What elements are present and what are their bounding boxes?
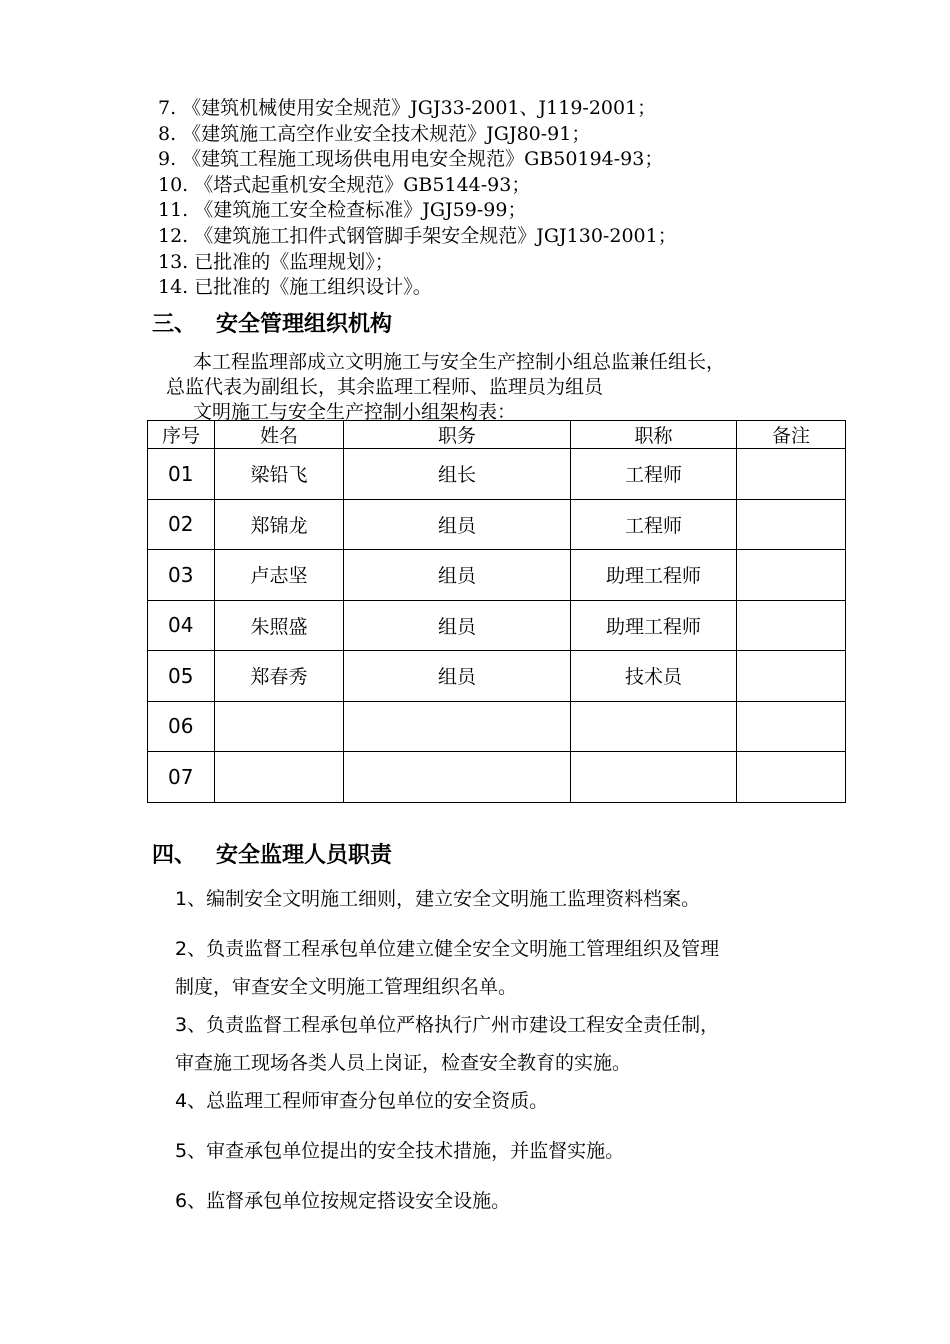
- duty-item: [175, 930, 855, 1006]
- duty-number: 4: [175, 1090, 188, 1112]
- reference-item: 7. 《建筑机械使用安全规范》JGJ33-2001、J119-2001；: [158, 97, 657, 119]
- col-header-position: 职务: [344, 421, 571, 449]
- duty-item: [175, 1182, 855, 1220]
- cell-number: 07: [148, 752, 215, 803]
- section-3-heading: [152, 307, 392, 338]
- cell-remark: [737, 449, 846, 500]
- org-table: [147, 420, 846, 803]
- cell-name: 朱照盛: [215, 600, 344, 651]
- section-4-title: 安全监理人员职责: [216, 843, 393, 868]
- cell-title: 工程师: [571, 449, 737, 500]
- section-3-intro-line2: 总监代表为副组长，其余监理工程师、监理员为组员: [166, 376, 604, 398]
- cell-name: 郑锦龙: [215, 499, 344, 550]
- duty-text: 、编制安全文明施工细则，建立安全文明施工监理资料档案。: [187, 888, 701, 910]
- reference-item: 10. 《塔式起重机安全规范》GB5144-93；: [158, 173, 531, 196]
- duty-text: 、监督承包单位按规定搭设安全设施。: [187, 1190, 511, 1212]
- cell-number: 01: [148, 449, 215, 500]
- cell-remark: [737, 752, 846, 803]
- duty-text: 、负责监督工程承包单位严格执行广州市建设工程安全责任制，: [187, 1014, 720, 1036]
- cell-title: 技术员: [571, 651, 737, 702]
- duties-list: [175, 880, 855, 1220]
- cell-position: [344, 752, 571, 803]
- table-header-row: [148, 421, 846, 449]
- duty-number: 2: [175, 938, 188, 960]
- cell-name: 卢志坚: [215, 550, 344, 601]
- duty-number: 6: [175, 1190, 188, 1212]
- table-row: [148, 600, 846, 651]
- table-row: [148, 651, 846, 702]
- col-header-remark: 备注: [737, 421, 846, 449]
- reference-item: 9. 《建筑工程施工现场供电用电安全规范》GB50194-93；: [158, 148, 664, 171]
- duty-text: 制度，审查安全文明施工管理组织名单。: [175, 976, 518, 998]
- cell-position: 组员: [344, 550, 571, 601]
- cell-remark: [737, 600, 846, 651]
- cell-title: 助理工程师: [571, 550, 737, 601]
- cell-position: 组员: [344, 499, 571, 550]
- cell-position: 组长: [344, 449, 571, 500]
- cell-remark: [737, 550, 846, 601]
- cell-number: 05: [148, 651, 215, 702]
- table-row: [148, 752, 846, 803]
- cell-remark: [737, 651, 846, 702]
- table-row: [148, 701, 846, 752]
- table-caption: 文明施工与安全生产控制小组架构表：: [193, 401, 517, 423]
- table-row: [148, 550, 846, 601]
- reference-item: 11. 《建筑施工安全检查标准》JGJ59-99；: [158, 199, 527, 222]
- cell-remark: [737, 499, 846, 550]
- cell-number: 06: [148, 701, 215, 752]
- table-row: [148, 449, 846, 500]
- cell-number: 02: [148, 499, 215, 550]
- cell-title: 助理工程师: [571, 600, 737, 651]
- duty-item: [175, 880, 855, 918]
- duty-text: 、审查承包单位提出的安全技术措施，并监督实施。: [187, 1140, 625, 1162]
- cell-name: [215, 701, 344, 752]
- duty-number: 3: [175, 1014, 188, 1036]
- duty-text: 、总监理工程师审查分包单位的安全资质。: [187, 1090, 549, 1112]
- cell-number: 04: [148, 600, 215, 651]
- duty-number: 5: [175, 1140, 188, 1162]
- reference-item: 8. 《建筑施工高空作业安全技术规范》JGJ80-91；: [158, 122, 591, 145]
- duty-item: [175, 1006, 855, 1082]
- col-header-title: 职称: [571, 421, 737, 449]
- col-header-name: 姓名: [215, 421, 344, 449]
- cell-title: 工程师: [571, 499, 737, 550]
- duty-text: 审查施工现场各类人员上岗证，检查安全教育的实施。: [175, 1052, 632, 1074]
- cell-remark: [737, 701, 846, 752]
- cell-number: 03: [148, 550, 215, 601]
- col-header-number: 序号: [148, 421, 215, 449]
- reference-item: 14. 已批准的《施工组织设计》。: [158, 276, 432, 299]
- duty-number: 1: [175, 888, 188, 910]
- cell-position: 组员: [344, 600, 571, 651]
- cell-name: [215, 752, 344, 803]
- section-3-number: 三、: [152, 312, 197, 337]
- cell-name: 郑春秀: [215, 651, 344, 702]
- section-4-number: 四、: [152, 843, 197, 868]
- table-row: [148, 499, 846, 550]
- cell-title: [571, 701, 737, 752]
- cell-position: [344, 701, 571, 752]
- reference-item: 12. 《建筑施工扣件式钢管脚手架安全规范》JGJ130-2001；: [158, 224, 677, 247]
- section-3-intro-line1: 本工程监理部成立文明施工与安全生产控制小组总监兼任组长，: [193, 351, 726, 373]
- reference-list: [158, 96, 677, 301]
- section-4-heading: [152, 838, 392, 869]
- cell-name: 梁铅飞: [215, 449, 344, 500]
- duty-text: 、负责监督工程承包单位建立健全安全文明施工管理组织及管理: [187, 938, 720, 960]
- cell-title: [571, 752, 737, 803]
- reference-item: 13. 已批准的《监理规划》；: [158, 250, 394, 273]
- cell-position: 组员: [344, 651, 571, 702]
- section-3-title: 安全管理组织机构: [216, 312, 393, 337]
- duty-item: [175, 1082, 855, 1120]
- duty-item: [175, 1132, 855, 1170]
